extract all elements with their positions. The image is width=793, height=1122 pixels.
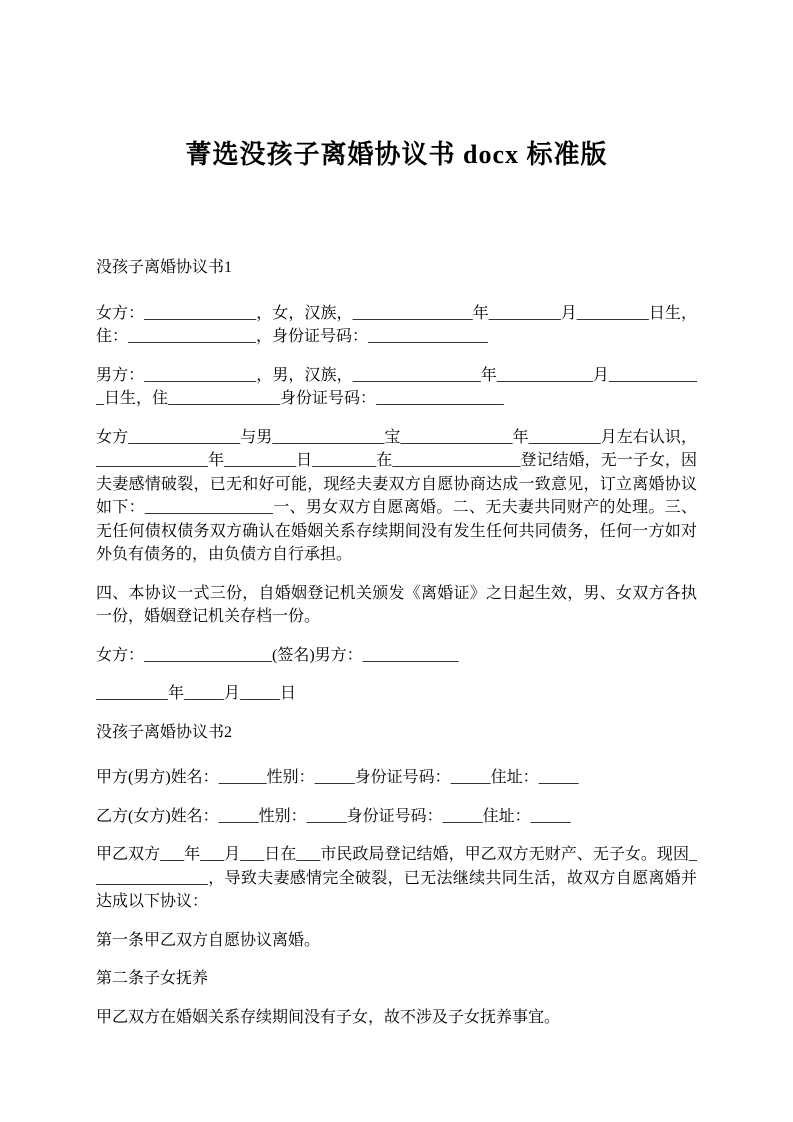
para-man-info: 男方：______________，男，汉族，________________年____________月____________日生，住______________身份证号码：________________ (96, 366, 697, 407)
para-article-2-heading: 第二条子女抚养 (96, 970, 209, 987)
para-signature-line: 女方：________________(签名)男方：____________ (96, 646, 459, 664)
para-party-b-info: 乙方(女方)姓名：_____性别：_____身份证号码：_____住址：_____ (96, 807, 571, 825)
para-article-1: 第一条甲乙双方自愿协议离婚。 (96, 931, 321, 949)
section-2-heading: 没孩子离婚协议书2 (96, 723, 233, 741)
section-1-heading: 没孩子离婚协议书1 (96, 259, 233, 276)
para-party-a-info: 甲方(男方)姓名：______性别：_____身份证号码：_____住址：_____ (96, 769, 579, 786)
para-clause-four: 四、本协议一式三份，自婚姻登记机关颁发《离婚证》之日起生效，男、女双方各执一份，婚姻登记机关存档一份。 (96, 584, 697, 625)
document-title: 菁选没孩子离婚协议书 docx 标准版 (185, 140, 608, 169)
para-article-2-body: 甲乙双方在婚姻关系存续期间没有子女，故不涉及子女抚养事宜。 (96, 1008, 561, 1026)
para-woman-info: 女方：______________，女，汉族，_______________年_________月_________日生，住：________________，身份证号码：_______________ (96, 304, 697, 345)
para-date-line: _________年_____月_____日 (96, 685, 297, 702)
para-marriage-details: 女方______________与男______________宝______________年_________月左右认识，______________年_________日________在________________登记结婚，无一子女，因夫妻感情破裂，已无和好可能，现经夫妻双方自愿协商达成一致意见，订立离婚协议如下：________________一、男女双方自愿离婚。二、无夫妻共同财产的处理。三、无任何债权债务双方确认在婚姻关系存续期间没有发生任何共同债务，任何一方如对外负有债务的，由负债方自行承担。 (96, 428, 697, 563)
para-agreement-intro: 甲乙双方___年___月___日在___市民政局登记结婚，甲乙双方无财产、无子女。现因_______________，导致夫妻感情完全破裂，已无法继续共同生活，故双方自愿离婚并达成以下协议： (96, 846, 697, 910)
